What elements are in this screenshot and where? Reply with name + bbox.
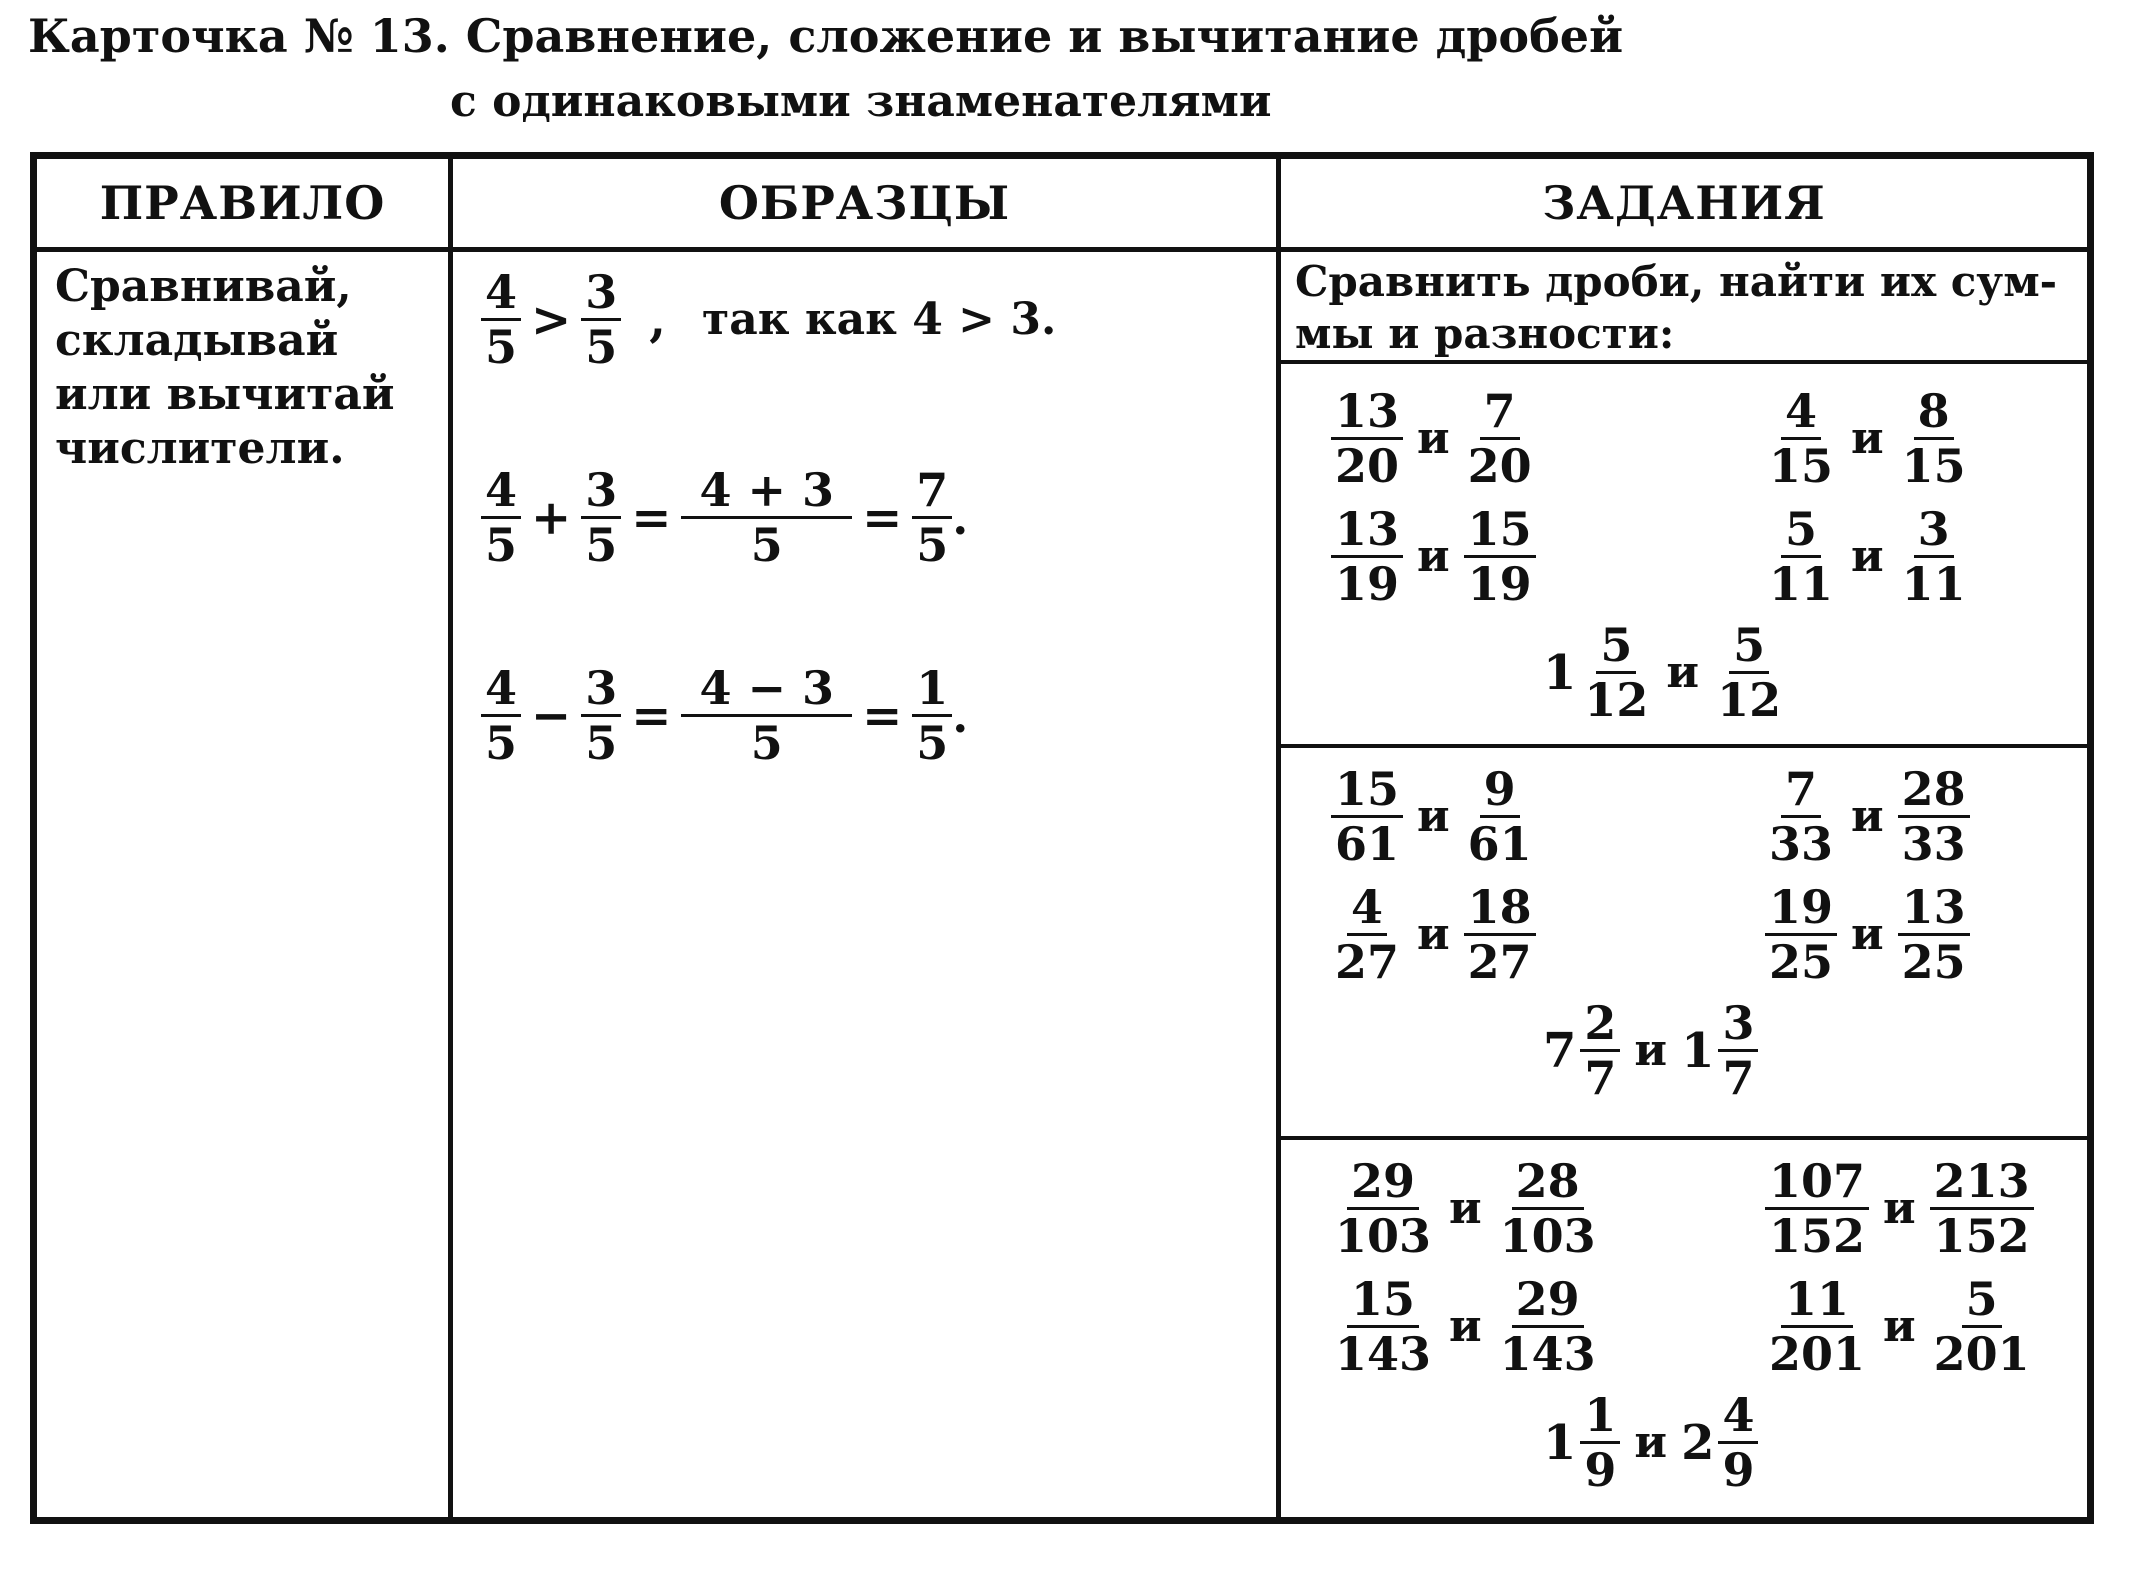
tasks-header: ЗАДАНИЯ	[1281, 159, 2087, 252]
rule-header: ПРАВИЛО	[37, 159, 448, 252]
fraction-pair	[1331, 880, 1536, 989]
sample-explanation: так как 4 > 3.	[701, 294, 1057, 345]
fraction-pair	[1331, 1272, 1600, 1381]
fraction-pair	[1331, 762, 1536, 871]
equals: =	[631, 687, 672, 744]
operator: >	[531, 291, 572, 348]
fraction: $\frac{3}{5}$	[581, 269, 621, 370]
fraction-pair	[1543, 996, 1758, 1105]
whole-part: 1	[1681, 1022, 1715, 1079]
comma: ,	[649, 291, 666, 348]
fraction-pair	[1331, 502, 1536, 611]
and-word: и	[1851, 413, 1884, 464]
fraction: $\frac{1}{9}$	[1580, 1392, 1620, 1493]
fraction: $\frac{3}{7}$	[1718, 1000, 1758, 1101]
fraction: $\frac{7}{33}$	[1769, 762, 1834, 871]
fraction: $\frac{3}{5}$	[581, 665, 621, 766]
fraction: $\frac{4}{5}$	[481, 665, 521, 766]
and-word: и	[1883, 1183, 1916, 1234]
and-word: и	[1449, 1183, 1482, 1234]
fraction: $\frac{1}{5}$	[912, 665, 952, 766]
fraction: $\frac{2}{7}$	[1580, 1000, 1620, 1101]
fraction: $\frac{4}{15}$	[1769, 384, 1834, 493]
task-group-3	[1281, 1140, 2087, 1517]
instruction-line: мы и разности:	[1295, 309, 1675, 358]
equals: =	[862, 687, 903, 744]
operator: −	[531, 687, 572, 744]
equals: =	[862, 489, 903, 546]
and-word: и	[1666, 647, 1700, 698]
fraction: $\frac{3}{5}$	[581, 467, 621, 568]
fraction: $\frac{19}{25}$	[1765, 884, 1837, 985]
rule-line: или вычитай	[55, 369, 395, 420]
sample-compare	[481, 265, 1057, 374]
fraction-pair	[1765, 762, 1970, 871]
fraction: $\frac{29}{103}$	[1335, 1154, 1432, 1263]
and-word: и	[1417, 791, 1450, 842]
fraction: $\frac{11}{201}$	[1769, 1272, 1866, 1381]
fraction: $\frac{5}{201}$	[1933, 1272, 2030, 1381]
fraction: $\frac{5}{12}$	[1584, 618, 1649, 727]
card-title: Карточка № 13. Сравнение, сложение и вычитание дробей	[28, 9, 1624, 63]
tasks-column	[1281, 159, 2087, 1517]
and-word: и	[1417, 413, 1450, 464]
task-group-1	[1281, 370, 2087, 748]
period: .	[952, 490, 969, 545]
fraction: $\frac{4}{5}$	[481, 269, 521, 370]
fraction: $\frac{29}{143}$	[1499, 1272, 1596, 1381]
operator: +	[531, 489, 572, 546]
and-word: и	[1634, 1417, 1668, 1468]
fraction-pair	[1543, 1388, 1758, 1497]
fraction: $\frac{4 + 3}{5}$	[681, 467, 852, 568]
whole-part: 2	[1681, 1414, 1715, 1471]
card-subtitle: с одинаковыми знаменателями	[450, 76, 1272, 127]
fraction: $\frac{13}{20}$	[1331, 388, 1403, 489]
and-word: и	[1851, 909, 1884, 960]
fraction: $\frac{4}{9}$	[1718, 1392, 1758, 1493]
fraction: $\frac{3}{11}$	[1901, 502, 1966, 611]
fraction-pair	[1765, 502, 1970, 611]
sample-addition	[481, 463, 969, 572]
period: .	[952, 688, 969, 743]
fraction: $\frac{5}{12}$	[1717, 618, 1782, 727]
and-word: и	[1449, 1301, 1482, 1352]
and-word: и	[1417, 531, 1450, 582]
fraction: $\frac{4}{27}$	[1335, 880, 1400, 989]
card-table	[30, 152, 2094, 1524]
rule-line: складывай	[55, 315, 339, 366]
fraction: $\frac{13}{19}$	[1331, 506, 1403, 607]
whole-part: 7	[1543, 1022, 1577, 1079]
fraction-pair	[1765, 384, 1970, 493]
samples-header: ОБРАЗЦЫ	[453, 159, 1276, 252]
fraction: $\frac{15}{143}$	[1335, 1272, 1432, 1381]
sample-subtraction	[481, 661, 969, 770]
and-word: и	[1851, 791, 1884, 842]
fraction: $\frac{7}{20}$	[1467, 384, 1532, 493]
and-word: и	[1851, 531, 1884, 582]
rule-text	[37, 252, 448, 476]
fraction-pair	[1331, 384, 1536, 493]
fraction-pair	[1543, 618, 1785, 727]
fraction-pair	[1331, 1154, 1600, 1263]
fraction: $\frac{7}{5}$	[912, 467, 952, 568]
fraction: $\frac{28}{33}$	[1898, 766, 1970, 867]
fraction: $\frac{107}{152}$	[1765, 1158, 1869, 1259]
fraction: $\frac{15}{19}$	[1464, 506, 1536, 607]
rule-column	[37, 159, 453, 1517]
whole-part: 1	[1543, 644, 1577, 701]
fraction: $\frac{5}{11}$	[1769, 502, 1834, 611]
fraction: $\frac{4}{5}$	[481, 467, 521, 568]
and-word: и	[1417, 909, 1450, 960]
fraction: $\frac{9}{61}$	[1467, 762, 1532, 871]
fraction-pair	[1765, 1154, 2034, 1263]
fraction: $\frac{18}{27}$	[1464, 884, 1536, 985]
fraction: $\frac{28}{103}$	[1499, 1154, 1596, 1263]
rule-line: числители.	[55, 423, 345, 474]
instruction-line: Сравнить дроби, найти их сум-	[1295, 257, 2058, 306]
fraction-pair	[1765, 880, 1970, 989]
task-group-2	[1281, 748, 2087, 1140]
fraction: $\frac{15}{61}$	[1331, 766, 1403, 867]
samples-column	[453, 159, 1281, 1517]
fraction: $\frac{4 - 3}{5}$	[681, 665, 852, 766]
whole-part: 1	[1543, 1414, 1577, 1471]
fraction: $\frac{213}{152}$	[1930, 1158, 2034, 1259]
tasks-instruction	[1281, 252, 2087, 364]
and-word: и	[1883, 1301, 1916, 1352]
and-word: и	[1634, 1025, 1668, 1076]
rule-line: Сравнивай,	[55, 261, 352, 312]
fraction-pair	[1765, 1272, 2034, 1381]
equals: =	[631, 489, 672, 546]
fraction: $\frac{13}{25}$	[1898, 884, 1970, 985]
fraction: $\frac{8}{15}$	[1901, 384, 1966, 493]
